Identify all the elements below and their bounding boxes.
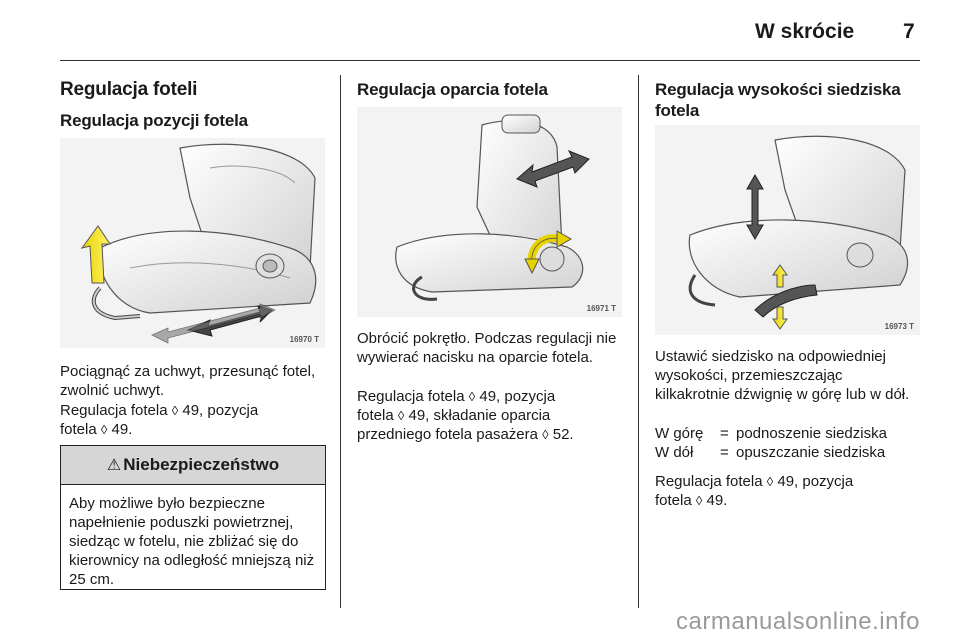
legend-row-up <box>655 424 887 443</box>
subsection-title-seat-position: Regulacja pozycji fotela <box>60 111 248 130</box>
column-divider-2 <box>638 75 639 608</box>
reference-arrow-icon: ◊ <box>766 474 774 489</box>
warning-title: Niebezpieczeństwo <box>123 455 280 474</box>
legend-description: opuszczanie siedziska <box>736 444 886 461</box>
chapter-title: W skrócie <box>755 20 855 43</box>
seat-position-reference: Regulacja fotela ◊ 49, pozycja fotela ◊ 49. <box>60 402 259 438</box>
backrest-reference: Regulacja fotela ◊ 49, pozycja fotela ◊ 49, składanie oparcia przedniego fotela pasażera ◊ 52. <box>357 388 574 443</box>
legend-description: podnoszenie siedziska <box>736 425 887 442</box>
seat-position-instruction: Pociągnąć za uchwyt, przesunąć fotel, zwolnić uchwyt. <box>60 363 316 399</box>
header-rule <box>60 60 920 61</box>
seat-position-drawing <box>60 138 325 348</box>
seat-height-illustration <box>655 125 920 335</box>
reference-arrow-icon: ◊ <box>468 389 476 404</box>
backrest-instruction: Obrócić pokrętło. Podczas regulacji nie wywierać nacisku na oparcie fotela. <box>357 330 617 366</box>
figure-code: 16971 T <box>586 304 616 313</box>
lever-direction-legend <box>655 424 887 462</box>
reference-arrow-icon: ◊ <box>695 493 703 508</box>
seat-height-instruction: Ustawić siedzisko na odpowiedniej wysokości, przemieszczając kilkakrotnie dźwignię w górę lub w dół. <box>655 348 910 403</box>
page-number: 7 <box>903 20 915 43</box>
warning-header <box>61 446 325 485</box>
reference-arrow-icon: ◊ <box>397 408 405 423</box>
warning-triangle-icon: ⚠ <box>106 457 122 474</box>
figure-code: 16973 T <box>884 322 914 331</box>
seat-height-drawing <box>655 125 920 335</box>
reference-arrow-icon: ◊ <box>171 403 179 418</box>
legend-term: W górę <box>655 425 704 442</box>
reference-arrow-icon: ◊ <box>542 427 549 442</box>
legend-equals: = <box>720 444 729 461</box>
legend-term: W dół <box>655 444 694 461</box>
warning-text: Aby możliwe było bezpieczne napełnienie poduszki powietrznej, siedząc w fotelu, nie zbliżać się do kierownicy na odległość mniejszą niż 25 cm. <box>69 495 315 588</box>
seat-height-reference: Regulacja fotela ◊ 49, pozycja fotela ◊ 49. <box>655 473 854 509</box>
backrest-illustration <box>357 107 622 317</box>
reference-arrow-icon: ◊ <box>100 422 108 437</box>
backrest-drawing <box>357 107 622 317</box>
site-watermark: carmanualsonline.info <box>676 608 920 635</box>
danger-warning-box <box>60 445 326 590</box>
figure-code: 16970 T <box>289 335 319 344</box>
legend-row-down <box>655 443 887 462</box>
legend-equals: = <box>720 425 729 442</box>
seat-position-illustration <box>60 138 325 348</box>
column-divider-1 <box>340 75 341 608</box>
section-title: Regulacja foteli <box>60 79 198 100</box>
subsection-title-backrest: Regulacja oparcia fotela <box>357 80 548 99</box>
subsection-title-seat-height: Regulacja wysokości siedziska fotela <box>655 80 901 120</box>
